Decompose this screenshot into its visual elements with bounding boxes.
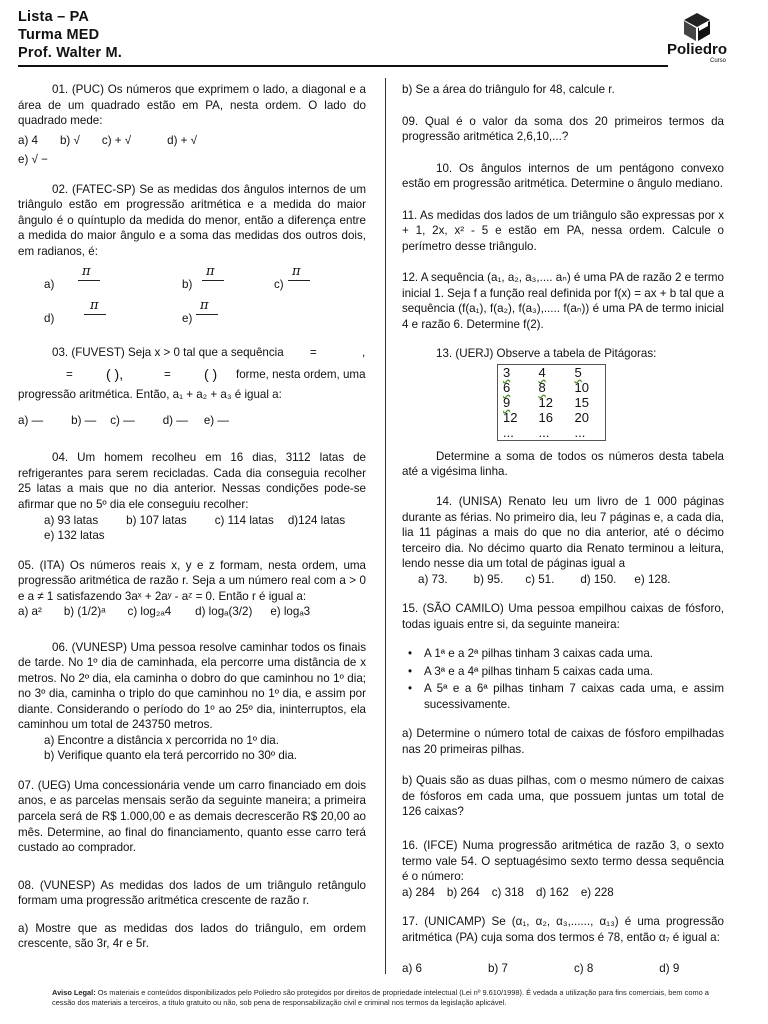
list-item: • A 3ª e a 4ª pilhas tinham 5 caixas cada uma. <box>402 664 724 680</box>
table-cell: 8 <box>538 379 546 395</box>
right-column <box>402 82 724 991</box>
legal-notice <box>52 988 716 1008</box>
q17-option-c: c) 8 <box>573 962 594 976</box>
q17-options <box>402 961 724 977</box>
pythagoras-table <box>497 364 606 441</box>
q16-option-d: d) 162 <box>535 885 569 899</box>
q5-text: 05. (ITA) Os números reais x, y e z formam, nesta ordem, uma progressão aritmética de razão r. Seja a um número real com a > 0 e a ≠ 1 satisfazendo 3aˣ + 2aʸ - aᶻ = 0. Então r é igual a: <box>18 558 366 603</box>
q17-option-d: d) 9 <box>659 962 680 976</box>
q6-item-a: a) Encontre a distância x percorrida no 1º dia. <box>44 733 279 747</box>
table-cell: 12 <box>503 409 518 425</box>
q2-options-row2 <box>18 295 366 331</box>
pi-symbol: π <box>206 264 215 280</box>
q17-option-a: a) 6 <box>402 962 422 976</box>
logo-name: Poliedro <box>666 41 727 58</box>
column-divider <box>385 78 386 974</box>
table-cell: ... <box>538 424 550 440</box>
question-08 <box>18 878 366 952</box>
q2-option-c: c) <box>274 278 284 292</box>
q2-options-row1 <box>18 259 366 295</box>
list-item: • A 1ª e a 2ª pilhas tinham 3 caixas cada uma. <box>402 646 724 662</box>
table-cell: 15 <box>574 394 589 410</box>
q9-text: 09. Qual é o valor da soma dos 20 primeiros termos da progressão aritmética 2,6,10,...? <box>402 114 724 144</box>
q7-text: 07. (UEG) Uma concessionária vende um carro financiado em dois anos, e as parcelas mensais serão da seguinte maneira; a primeira parcela será de R$ 1.000,00 e as demais decrescerão R$ 20,00 ao mês. Determine, ao final do financiamento, quanto esse carro terá custado ao comprador. <box>18 778 366 855</box>
q1-option-c: c) + √ <box>101 133 132 147</box>
q3-paren: ( ), <box>106 366 124 383</box>
q5-options <box>18 604 366 620</box>
poliedro-logo <box>654 12 740 66</box>
table-cell: 20 <box>574 409 589 425</box>
q13-text: 13. (UERJ) Observe a tabela de Pitágoras: <box>436 347 657 361</box>
q13-after: Determine a soma de todos os números desta tabela até a vigésima linha. <box>402 449 724 479</box>
pi-symbol: π <box>200 298 209 314</box>
q16-option-e: e) 228 <box>580 885 614 899</box>
table-cell: 9 <box>503 394 511 410</box>
q4-option-d: d)124 latas <box>287 513 346 527</box>
table-row <box>498 380 606 395</box>
q5-option-b: b) (1/2)ᵃ <box>63 605 106 619</box>
q8-text: 08. (VUNESP) As medidas dos lados de um triângulo retângulo formam uma progressão aritmética crescente de razão r. <box>18 878 366 908</box>
q14-option-c: c) 51. <box>525 572 555 586</box>
q4-options <box>18 513 366 544</box>
q3-line1: 03. (FUVEST) Seja x > 0 tal que a sequência <box>52 346 284 360</box>
q11-text: 11. As medidas dos lados de um triângulo são expressas por x + 1, 2x, x² - 5 e estão em PA, nessa ordem. Calcule o perímetro desse triângulo. <box>402 208 724 253</box>
question-01 <box>18 82 366 168</box>
q4-option-b: b) 107 latas <box>126 513 187 527</box>
question-06 <box>18 640 366 764</box>
table-row <box>498 395 606 410</box>
q3-equals: = <box>164 368 171 382</box>
q2-option-a: a) <box>44 278 55 292</box>
q17-option-b: b) 7 <box>487 962 508 976</box>
q8-item-a: a) Mostre que as medidas dos lados do triângulo, em ordem crescente, são 3r, 4r e 5r. <box>18 921 366 951</box>
q15-text: 15. (SÃO CAMILO) Uma pessoa empilhou caixas de fósforo, todas iguais entre si, da seguinte maneira: <box>402 602 724 631</box>
q8-item-b: b) Se a área do triângulo for 48, calcule r. <box>402 83 615 96</box>
q16-option-b: b) 264 <box>446 885 480 899</box>
question-08-b <box>402 82 724 98</box>
q1-options <box>18 133 366 149</box>
q3-options <box>18 413 366 429</box>
q10-text: 10. Os ângulos internos de um pentágono convexo estão em progressão aritmética. Determine o ângulo mediano. <box>402 161 724 191</box>
q2-option-e: e) <box>182 312 193 326</box>
class-title: Turma MED <box>18 27 100 43</box>
list-item: • A 5ª e a 6ª pilhas tinham 7 caixas cada uma, e assim sucessivamente. <box>402 681 724 712</box>
pi-symbol: π <box>292 264 301 280</box>
fraction-bar <box>202 280 224 281</box>
question-16 <box>402 838 724 900</box>
page-header <box>18 8 750 66</box>
pi-symbol: π <box>82 264 91 280</box>
q3-option-d: d) — <box>162 413 188 427</box>
q12-text: 12. A sequência (a₁, a₂, a₃,.... aₙ) é uma PA de razão 2 e termo inicial 1. Seja f a função real definida por f(x) = ax + b tal que a sequência (f(a₁), f(a₂), f(a₃),..... f(aₙ)) é uma PA de termo inicial 4 e razão 6. Determine f(2). <box>402 271 724 331</box>
fraction-bar <box>84 314 106 315</box>
q15-item-b: b) Quais são as duas pilhas, com o mesmo número de caixas de fósforos em cada uma, que possuem juntas um total de 126 caixas? <box>402 774 724 819</box>
question-02 <box>18 182 366 332</box>
q16-option-c: c) 318 <box>491 885 524 899</box>
table-cell: 5 <box>574 364 582 380</box>
q2-option-d: d) <box>44 312 55 326</box>
table-row <box>498 425 606 441</box>
table-cell: 16 <box>538 409 553 425</box>
header-rule <box>18 65 668 67</box>
table-cell: 4 <box>538 364 546 380</box>
q1-option-b: b) √ <box>59 133 80 147</box>
logo-sub: Curso <box>709 58 726 64</box>
q2-option-b: b) <box>182 278 193 292</box>
q3-equals: = <box>66 368 73 382</box>
q4-option-e: e) 132 latas <box>44 529 105 543</box>
table-cell: ... <box>574 424 586 440</box>
q3-equals: = <box>310 346 317 360</box>
q3-option-a: a) — <box>18 413 44 427</box>
question-11 <box>402 208 724 255</box>
q14-option-e: e) 128. <box>634 572 671 586</box>
q1-option-a: a) 4 <box>18 133 38 147</box>
question-14 <box>402 494 724 587</box>
q14-option-a: a) 73. <box>418 572 448 586</box>
q4-text: 04. Um homem recolheu em 16 dias, 3112 latas de refrigerantes para serem recicladas. Cada dia conseguia recolher 25 latas a mais que no dia anterior. Nessas condições pode-se afirmar que no 5º dia ele conseguiu recolher: <box>18 451 366 511</box>
q14-option-b: b) 95. <box>473 572 504 586</box>
table-cell: 12 <box>538 394 553 410</box>
table-cell: ... <box>503 424 514 440</box>
question-09 <box>402 114 724 145</box>
q15-bullets <box>402 646 724 712</box>
q14-text: 14. (UNISA) Renato leu um livro de 1 000 páginas durante as férias. No primeiro dia, leu 7 páginas e, a cada dia, lia 11 páginas a mais do que no dia anterior, até o décimo terceiro dia. No décimo quarto dia Renato terminou a leitura, lendo nesse dia um total de páginas igual a <box>402 494 724 571</box>
q3-option-c: c) — <box>110 413 135 427</box>
q5-option-e: e) logₐ3 <box>270 605 311 619</box>
q15-item-a: a) Determine o número total de caixas de fósforo empilhadas nas 20 primeiras pilhas. <box>402 727 724 756</box>
q3-paren: ( ) <box>204 366 218 383</box>
pi-symbol: π <box>90 298 99 314</box>
question-04 <box>18 450 366 543</box>
q4-option-c: c) 114 latas <box>214 513 274 527</box>
table-row <box>498 364 606 380</box>
table-row <box>498 410 606 425</box>
q16-text: 16. (IFCE) Numa progressão aritmética de razão 3, o sexto termo vale 54. O septuagésimo sexto termo dessa sequência é o número: <box>402 839 724 884</box>
q5-option-a: a) a² <box>18 605 42 619</box>
teacher-name: Prof. Walter M. <box>18 45 122 61</box>
cube-icon <box>683 12 711 42</box>
q5-option-d: d) logₐ(3/2) <box>195 605 253 619</box>
fraction-bar <box>196 314 218 315</box>
question-12 <box>402 270 724 332</box>
q4-option-a: a) 93 latas <box>44 513 99 527</box>
q16-option-a: a) 284 <box>402 885 435 899</box>
q14-options <box>402 572 724 588</box>
q5-option-c: c) log₂ₐ4 <box>127 605 172 619</box>
question-07 <box>18 778 366 856</box>
q3-option-e: e) — <box>203 413 229 427</box>
q16-options <box>402 885 724 901</box>
q3-line3: progressão aritmética. Então, a₁ + a₂ + a₃ é igual a: <box>18 388 282 402</box>
legal-text: Os materiais e conteúdos disponibilizados pelo Poliedro são protegidos por direitos de propriedade intelectual (Lei nº 9.610/1998). É vedada a utilização para fins comerciais, bem como a cessão dos materiais a terceiros, a título gratuito ou não, sob pena de responsabilização civil e criminal nos termos da legislação aplicável. <box>52 988 709 1007</box>
q6-item-b: b) Verifique quanto ela terá percorrido no 30º dia. <box>44 749 298 763</box>
fraction-bar <box>78 280 100 281</box>
question-17 <box>402 914 724 977</box>
left-column <box>18 82 366 966</box>
q6-text: 06. (VUNESP) Uma pessoa resolve caminhar todos os finais de tarde. No 1º dia de caminhada, ela percorre uma distância de x metros. No 2º dia, ela caminha o dobro do que caminhou no 1º dia; no 3º dia, caminha o triplo do que caminhou no 1º dia, e assim por diante. Considerando o período do 1º ao 25º dia, ininterruptos, ela caminhou um total de 243750 metros. <box>18 640 366 732</box>
question-03: 03. (FUVEST) Seja x > 0 tal que a sequência = , = ( ), = ( ) forme, nesta ordem, uma progressão aritmética. Então, a₁ + a₂ + a₃ é igual a: a) — b) — c) — d) — e) — <box>18 346 366 427</box>
question-05 <box>18 558 366 620</box>
q1-option-d: d) + √ <box>167 133 198 147</box>
table-cell: 6 <box>503 379 511 395</box>
table-cell: 10 <box>574 379 589 395</box>
table-cell: 3 <box>503 364 511 380</box>
legal-label: Aviso Legal: <box>52 988 96 997</box>
question-10 <box>402 161 724 192</box>
q1-text: 01. (PUC) Os números que exprimem o lado, a diagonal e a área de um quadrado estão em PA, nesta ordem. O lado do quadrado mede: <box>18 83 366 128</box>
q14-option-d: d) 150. <box>580 572 617 586</box>
q3-line2-text: forme, nesta ordem, uma <box>236 368 366 382</box>
question-13 <box>402 346 724 480</box>
q2-text: 02. (FATEC-SP) Se as medidas dos ângulos internos de um triângulo estão em progressão aritmética e a medida do maior ângulo é o quíntuplo da medida do menor, então a diferença entre a medida do maior ângulo e a soma das medidas dos outros dois, em radianos, é: <box>18 182 366 258</box>
q3-option-b: b) — <box>71 413 97 427</box>
fraction-bar <box>288 280 310 281</box>
question-15 <box>402 601 724 820</box>
q17-text: 17. (UNICAMP) Se (α₁, α₂, α₃,......, α₁₃) é uma progressão aritmética (PA) cuja soma dos termos é 78, então α₇ é igual a: <box>402 915 724 944</box>
list-title: Lista – PA <box>18 9 90 25</box>
q1-option-e: e) √ − <box>18 153 48 167</box>
